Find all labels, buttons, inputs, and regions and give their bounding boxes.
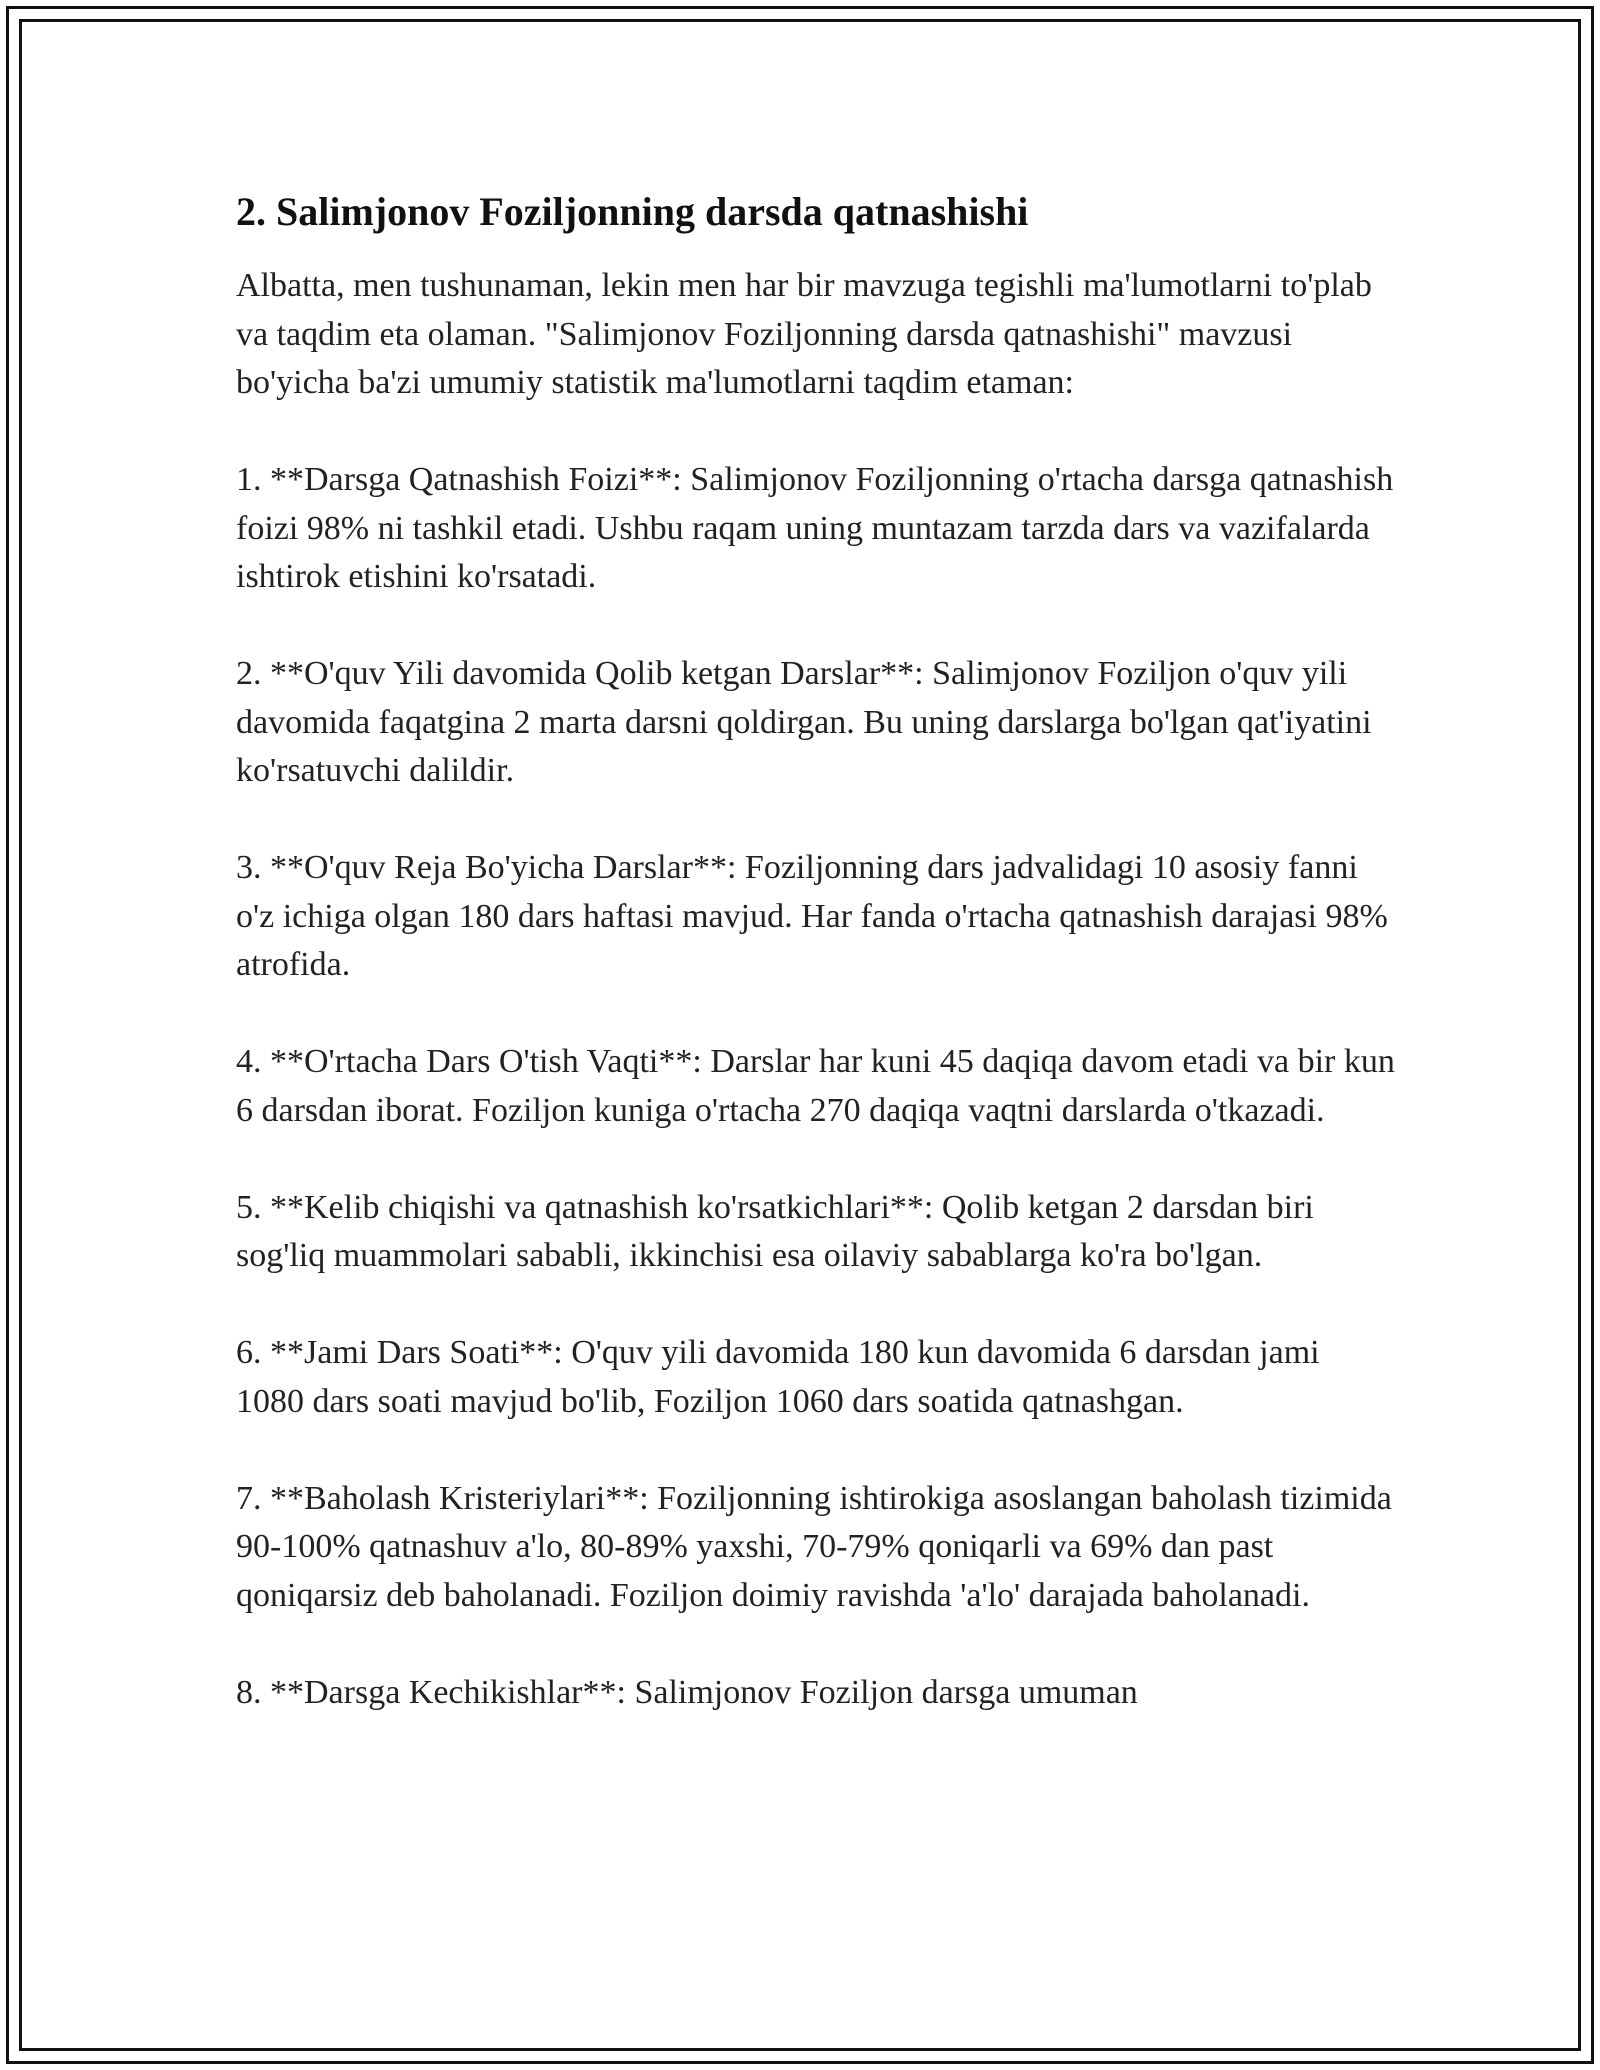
intro-paragraph: Albatta, men tushunaman, lekin men har bir mavzuga tegishli ma'lumotlarni to'plab va taqdim eta olaman. "Salimjonov Foziljonning darsda qatnashishi" mavzusi bo'yicha ba'zi umumiy statistik ma'lumotlarni taqdim etaman: [236, 267, 1372, 401]
list-item-3: 3. **O'quv Reja Bo'yicha Darslar**: Foziljonning dars jadvalidagi 10 asosiy fanni o'z ichiga olgan 180 dars haftasi mavjud. Har fanda o'rtacha qatnashish darajasi 98% atrofida. [236, 849, 1388, 983]
list-item-6: 6. **Jami Dars Soati**: O'quv yili davomida 180 kun davomida 6 darsdan jami 1080 dars soati mavjud bo'lib, Foziljon 1060 dars soatida qatnashgan. [236, 1334, 1320, 1420]
list-item-7: 7. **Baholash Kristeriylari**: Foziljonning ishtirokiga asoslangan baholash tizimida 90-100% qatnashuv a'lo, 80-89% yaxshi, 70-79% qoniqarli va 69% dan past qoniqarsiz deb baholanadi. Foziljon doimiy ravishda 'a'lo' darajada baholanadi. [236, 1479, 1392, 1614]
document-body [236, 184, 1396, 1717]
list-item-5: 5. **Kelib chiqishi va qatnashish ko'rsatkichlari**: Qolib ketgan 2 darsdan biri sog'liq muammolari sababli, ikkinchisi esa oilaviy sabablarga ko'ra bo'lgan. [236, 1188, 1314, 1274]
list-item-2: 2. **O'quv Yili davomida Qolib ketgan Darslar**: Salimjonov Foziljon o'quv yili davomida faqatgina 2 marta darsni qoldirgan. Bu uning darslarga bo'lgan qat'iyatini ko'rsatuvchi dalildir. [236, 655, 1372, 789]
document-title: 2. Salimjonov Foziljonning darsda qatnashishi [236, 189, 1029, 234]
list-item-4: 4. **O'rtacha Dars O'tish Vaqti**: Darslar har kuni 45 daqiqa davom etadi va bir kun 6 darsdan iborat. Foziljon kuniga o'rtacha 270 daqiqa vaqtni darslarda o'tkazadi. [236, 1043, 1395, 1129]
list-item-1: 1. **Darsga Qatnashish Foizi**: Salimjonov Foziljonning o'rtacha darsga qatnashish foizi 98% ni tashkil etadi. Ushbu raqam uning muntazam tarzda dars va vazifalarda ishtirok etishini ko'rsatadi. [236, 461, 1394, 595]
list-item-8: 8. **Darsga Kechikishlar**: Salimjonov Foziljon darsga umuman [236, 1673, 1138, 1711]
